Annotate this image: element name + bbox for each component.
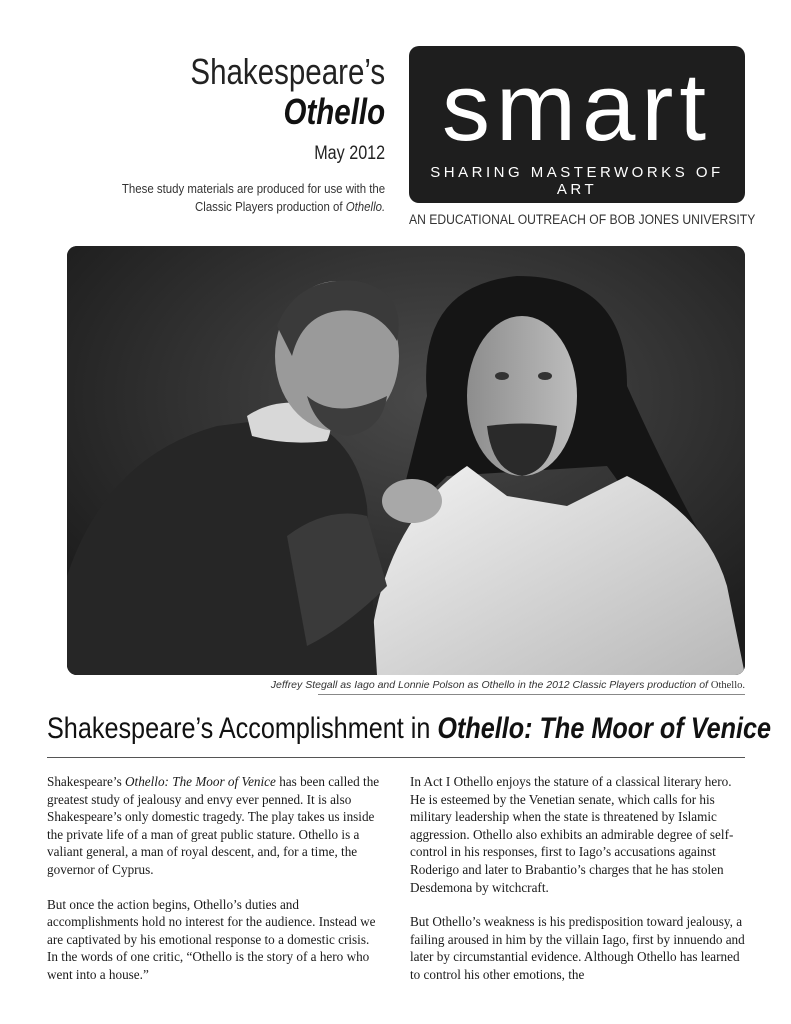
caption-text: Jeffrey Stegall as Iago and Lonnie Polson as Othello in the 2012 Classic Players production of — [270, 679, 711, 691]
article-column-right — [410, 773, 745, 1001]
paragraph-play-title: Othello: The Moor of Venice — [125, 774, 276, 789]
photo-caption — [271, 679, 745, 691]
headline-play-title: Othello: The Moor of Venice — [437, 712, 772, 745]
logo-subtitle: SHARING MASTERWORKS OF ART — [430, 164, 724, 198]
title-block — [86, 52, 385, 216]
paragraph — [47, 773, 382, 879]
tagline: AN EDUCATIONAL OUTREACH OF BOB JONES UNIVERSITY — [409, 212, 756, 227]
article-column-left — [47, 773, 382, 1001]
photo-illustration — [67, 246, 745, 675]
title-play: Othello — [283, 91, 385, 132]
description-text: Classic Players production of — [194, 199, 346, 214]
description-line-2 — [122, 198, 385, 216]
title-playwright: Shakespeare’s — [190, 51, 385, 92]
headline-text: Shakespeare’s Accomplishment in — [47, 712, 438, 745]
smart-logo — [409, 46, 745, 203]
description-line-1: These study materials are produced for use with the — [121, 181, 385, 196]
description-play-title: Othello. — [345, 199, 385, 214]
headline-rule — [47, 757, 745, 758]
description — [122, 180, 385, 216]
paragraph-text: has been called the greatest study of jealousy and envy ever penned. It is also Shakespeare’s only domestic tragedy. The play takes us inside the private life of a man of great public stature. Othello is a valiant general, a man of royal descent, and, for a time, the governor of Cyprus. — [47, 774, 380, 877]
caption-play-title: Othello. — [710, 680, 745, 691]
caption-rule — [318, 694, 745, 695]
issue-date: May 2012 — [314, 143, 385, 164]
logo-word: smart — [442, 54, 712, 161]
production-photo — [67, 246, 745, 675]
paragraph: But once the action begins, Othello’s duties and accomplishments hold no interest for the audience. Instead we are captivated by his emotional response to a domestic crisis. In the words of one critic, “Othello is the story of a hero who went into a house.” — [47, 896, 376, 982]
paragraph: But Othello’s weakness is his predisposition toward jealousy, a failing aroused in him by the villain Iago, first by innuendo and later by circumstantial evidence. Although Othello has learned to control his other emotions, the — [410, 914, 745, 982]
paragraph: In Act I Othello enjoys the stature of a classical literary hero. He is esteemed by the Venetian senate, which calls for his military leadership when the state is threatened by Islamic aggression. Othello also exhibits an admirable degree of self-control in his responses, first to Iago’s accusations against Roderigo and later to Brabantio’s charges that he has stolen Desdemona by witchcraft. — [410, 774, 734, 895]
article-headline — [47, 712, 772, 746]
paragraph-text: Shakespeare’s — [47, 774, 125, 789]
